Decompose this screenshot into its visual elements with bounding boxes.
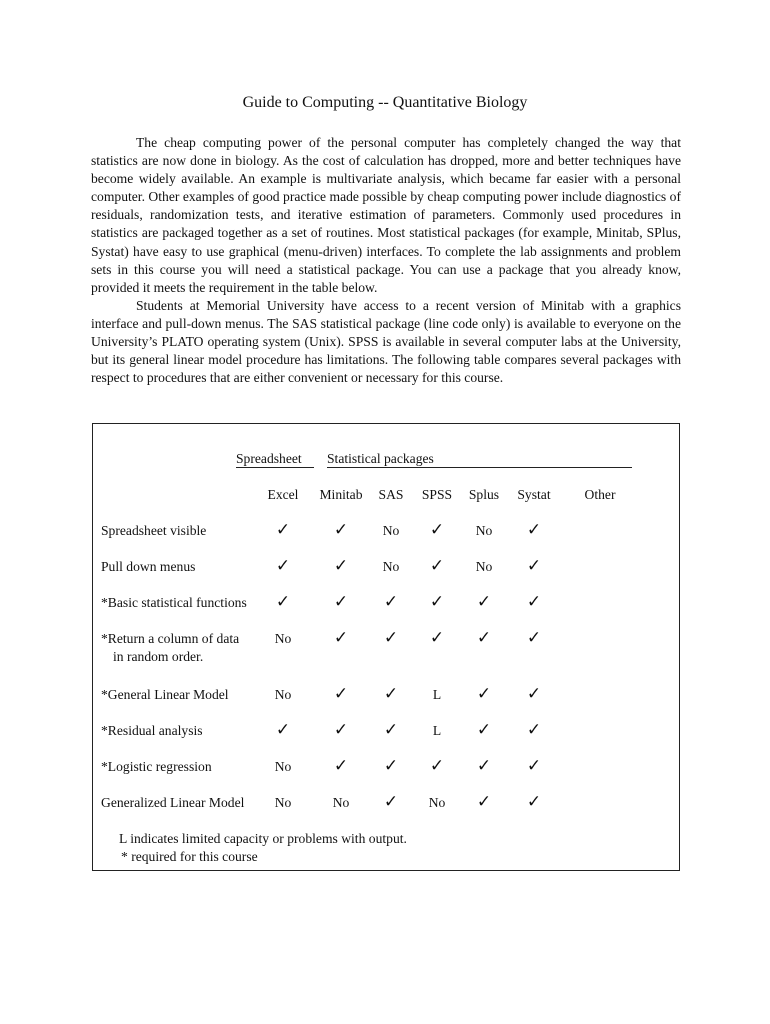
table-cell: No <box>382 523 400 538</box>
table-notes <box>119 830 407 866</box>
row-label <box>101 594 247 612</box>
row-label-line: *Logistic regression <box>101 759 212 774</box>
check-icon: ✓ <box>333 628 349 648</box>
note-required: * required for this course <box>121 849 258 864</box>
check-icon: ✓ <box>526 684 542 704</box>
table-cell: No <box>274 759 292 774</box>
check-icon: ✓ <box>333 756 349 776</box>
column-header-minitab: Minitab <box>319 487 363 502</box>
check-icon: ✓ <box>333 556 349 576</box>
row-label-line: Generalized Linear Model <box>101 795 245 810</box>
check-icon: ✓ <box>275 592 291 612</box>
check-icon: ✓ <box>526 556 542 576</box>
row-label <box>101 558 195 576</box>
row-label <box>101 522 206 540</box>
table-cell: No <box>475 523 493 538</box>
check-icon: ✓ <box>476 756 492 776</box>
check-icon: ✓ <box>526 756 542 776</box>
row-label-line: Pull down menus <box>101 559 196 574</box>
check-icon: ✓ <box>526 520 542 540</box>
check-icon: ✓ <box>383 756 399 776</box>
table-cell: L <box>432 723 442 738</box>
check-icon: ✓ <box>333 592 349 612</box>
body-text <box>91 134 681 387</box>
check-icon: ✓ <box>333 684 349 704</box>
table-cell: No <box>274 795 292 810</box>
column-header-sas: SAS <box>378 487 404 502</box>
check-icon: ✓ <box>476 592 492 612</box>
row-label-line: *Basic statistical functions <box>101 595 247 610</box>
page-title: Guide to Computing -- Quantitative Biology <box>242 94 528 111</box>
group-header-spreadsheet: Spreadsheet <box>236 451 302 466</box>
row-label <box>101 722 203 740</box>
check-icon: ✓ <box>275 556 291 576</box>
column-header-excel: Excel <box>267 487 299 502</box>
row-label-line-2: in random order. <box>113 649 204 664</box>
row-label <box>101 686 229 704</box>
check-icon: ✓ <box>476 628 492 648</box>
check-icon: ✓ <box>275 520 291 540</box>
table-cell: No <box>382 559 400 574</box>
check-icon: ✓ <box>429 556 445 576</box>
check-icon: ✓ <box>383 628 399 648</box>
check-icon: ✓ <box>383 684 399 704</box>
paragraph-intro: The cheap computing power of the personal computer has completely changed the way that statistics are now done in biology. As the cost of calculation has dropped, more and better techniques have become widely available. An example is multivariate analysis, which became far easier with a personal computer. Other examples of good practice made possible by cheap computing power include diagnostics of residuals, randomization tests, and iterative estimation of parameters. Commonly used procedures in statistics are packaged together as a set of routines. Most statistical packages (for example, Minitab, SPlus, Systat) have easy to use graphical (menu-driven) interfaces. To complete the lab assignments and problem sets in this course you will need a statistical package. You can use a package that you already know, provided it meets the requirement in the table below. <box>91 135 681 295</box>
check-icon: ✓ <box>275 720 291 740</box>
check-icon: ✓ <box>476 684 492 704</box>
row-label-line: *General Linear Model <box>101 687 229 702</box>
row-label-line: *Return a column of data <box>101 631 240 646</box>
check-icon: ✓ <box>526 720 542 740</box>
comparison-table <box>92 423 680 871</box>
row-label-line: *Residual analysis <box>101 723 203 738</box>
check-icon: ✓ <box>476 792 492 812</box>
table-cell: No <box>274 687 292 702</box>
check-icon: ✓ <box>526 792 542 812</box>
check-icon: ✓ <box>526 628 542 648</box>
row-label-line: Spreadsheet visible <box>101 523 207 538</box>
column-header-spss: SPSS <box>421 487 453 502</box>
paragraph-access: Students at Memorial University have access to a recent version of Minitab with a graphics interface and pull-down menus. The SAS statistical package (line code only) is available to everyone on the University’s PLATO operating system (Unix). SPSS is available in several computer labs at the University, but its general linear model procedure has limitations. The following table compares several packages with respect to procedures that are either convenient or necessary for this course. <box>91 297 681 386</box>
row-label <box>101 794 244 812</box>
spreadsheet-underline <box>236 467 314 468</box>
check-icon: ✓ <box>429 628 445 648</box>
group-header-statistical: Statistical packages <box>327 451 434 466</box>
check-icon: ✓ <box>383 792 399 812</box>
table-cell: No <box>475 559 493 574</box>
row-label <box>101 758 212 776</box>
check-icon: ✓ <box>526 592 542 612</box>
table-cell: No <box>428 795 446 810</box>
check-icon: ✓ <box>383 720 399 740</box>
table-cell: No <box>332 795 350 810</box>
check-icon: ✓ <box>429 520 445 540</box>
check-icon: ✓ <box>383 592 399 612</box>
note-limited: L indicates limited capacity or problems with output. <box>119 831 407 846</box>
row-label <box>101 630 239 666</box>
table-cell: No <box>274 631 292 646</box>
column-header-other: Other <box>584 487 616 502</box>
column-header-splus: Splus <box>468 487 500 502</box>
column-header-systat: Systat <box>517 487 551 502</box>
table-cell: L <box>432 687 442 702</box>
check-icon: ✓ <box>333 720 349 740</box>
statistical-underline <box>327 467 632 468</box>
check-icon: ✓ <box>429 592 445 612</box>
check-icon: ✓ <box>429 756 445 776</box>
check-icon: ✓ <box>476 720 492 740</box>
check-icon: ✓ <box>333 520 349 540</box>
